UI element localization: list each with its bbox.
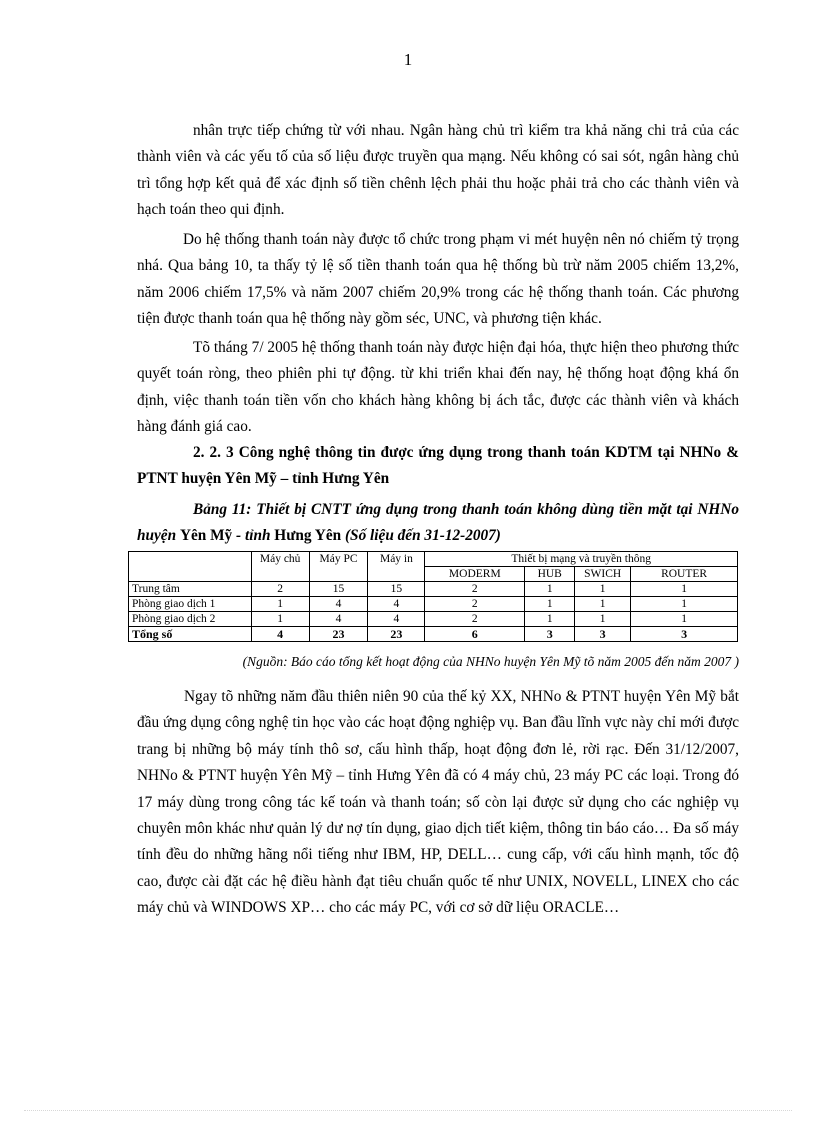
section-heading: 2. 2. 3 Công nghệ thông tin được ứng dụng trong thanh toán KDTM tại NHNo & PTNT huyện Yên Mỹ – tỉnh Hưng Yên [137,444,739,487]
table-cell: 2 [425,597,525,612]
header-cell: SWICH [575,567,631,582]
table-cell: 23 [309,627,368,642]
row-label: Phòng giao dịch 1 [129,597,252,612]
table-cell: 15 [309,582,368,597]
table-source-note: (Nguồn: Báo cáo tổng kết hoạt động của NHNo huyện Yên Mỹ tõ năm 2005 đến năm 2007 ) [242,654,739,669]
table-cell: 1 [251,612,309,627]
header-cell: Máy chủ [251,552,309,582]
header-cell: MODERM [425,567,525,582]
header-cell [129,552,252,582]
header-cell: HUB [525,567,575,582]
header-cell: ROUTER [631,567,738,582]
table-cell: 3 [631,627,738,642]
caption-text: Yên Mỹ [179,527,233,544]
table-cell: 4 [368,597,425,612]
table-cell: 4 [309,612,368,627]
row-label: Phòng giao dịch 2 [129,612,252,627]
table-cell: 1 [575,597,631,612]
paragraph: Tõ tháng 7/ 2005 hệ thống thanh toán này được hiện đại hóa, thực hiện theo phương thức quyết toán ròng, theo phiên phi tự động. từ khi triển khai đến nay, hệ thống hoạt động khá ổn định, việc thanh toán tiền vốn cho khách hàng không bị ách tắc, được các thành viên và khách hàng đánh giá cao. [137,339,739,436]
table-cell: 3 [525,627,575,642]
table-cell: 2 [251,582,309,597]
caption-text: Bảng 11: Thiết bị CNTT ứng dụng trong thanh toán không dùng tiền mặt tại NHNo huyện [137,501,739,544]
page-bottom-border [24,1110,792,1111]
row-label: Trung tâm [129,582,252,597]
header-cell: Máy in [368,552,425,582]
table-cell: 1 [575,612,631,627]
table-cell: 1 [525,597,575,612]
table-total-row [129,627,738,642]
table-cell: 1 [575,582,631,597]
header-cell: Máy PC [309,552,368,582]
caption-text: Hưng Yên [274,527,342,544]
table-cell: 23 [368,627,425,642]
page-number: 1 [403,50,413,69]
table-row [129,582,738,597]
table-cell: 6 [425,627,525,642]
paragraph: nhân trực tiếp chứng từ với nhau. Ngân hàng chủ trì kiểm tra khả năng chi trả của các thành viên và các yếu tố của số liệu được truyền qua mạng. Nếu không có sai sót, ngân hàng chủ trì tổng hợp kết quả để xác định số tiền chênh lệch phải thu hoặc phải trả cho các thành viên và hạch toán theo qui định. [137,122,739,219]
table-cell: 4 [368,612,425,627]
table-cell: 1 [525,582,575,597]
table-cell: 1 [251,597,309,612]
caption-text: (Số liệu đến 31-12-2007) [341,527,501,544]
caption-text: - tỉnh [232,527,275,544]
paragraph: Do hệ thống thanh toán này được tổ chức trong phạm vi mét huyện nên nó chiếm tỷ trọng nhá. Qua bảng 10, ta thấy tỷ lệ số tiền thanh toán qua hệ thống bù trừ năm 2005 chiếm 13,2%, năm 2006 chiếm 17,5% và năm 2007 chiếm 20,9% trong các hệ thống thanh toán. Các phương tiện được thanh toán qua hệ thống này gồm séc, UNC, và phương tiện khác. [137,231,739,328]
table-cell: 4 [251,627,309,642]
table-cell: 4 [309,597,368,612]
paragraph: Ngay tõ những năm đầu thiên niên 90 của thế kỷ XX, NHNo & PTNT huyện Yên Mỹ bắt đầu ứng dụng công nghệ tin học vào các hoạt động nghiệp vụ. Ban đầu lĩnh vực này chỉ mới được trang bị những bộ máy tính thô sơ, cấu hình thấp, hoạt động đơn lẻ, rời rạc. Đến 31/12/2007, NHNo & PTNT huyện Yên Mỹ – tỉnh Hưng Yên đã có 4 máy chủ, 23 máy PC các loại. Trong đó 17 máy dùng trong công tác kế toán và thanh toán; số còn lại được sử dụng cho các nghiệp vụ chuyên môn khác như quản lý dư nợ tín dụng, giao dịch tiết kiệm, thông tin báo cáo… Đa số máy tính đều do những hãng nổi tiếng như IBM, HP, DELL… cung cấp, với cấu hình mạnh, tốc độ cao, được cài đặt các hệ điều hành đạt tiêu chuẩn quốc tế như UNIX, NOVELL, LINEX cho các máy chủ và WINDOWS XP… cho các máy PC, với cơ sở dữ liệu ORACLE… [137,688,739,917]
table-header-row [129,552,738,567]
table-row [129,597,738,612]
table-cell: 1 [525,612,575,627]
table-cell: 1 [631,612,738,627]
header-cell: Thiết bị mạng và truyền thông [425,552,738,567]
equipment-table [128,551,738,642]
table-cell: 15 [368,582,425,597]
table-caption [137,497,739,549]
table-cell: 3 [575,627,631,642]
table-row [129,612,738,627]
table-cell: 1 [631,582,738,597]
row-label: Tổng số [129,627,252,642]
table-cell: 2 [425,582,525,597]
table-cell: 1 [631,597,738,612]
table-cell: 2 [425,612,525,627]
